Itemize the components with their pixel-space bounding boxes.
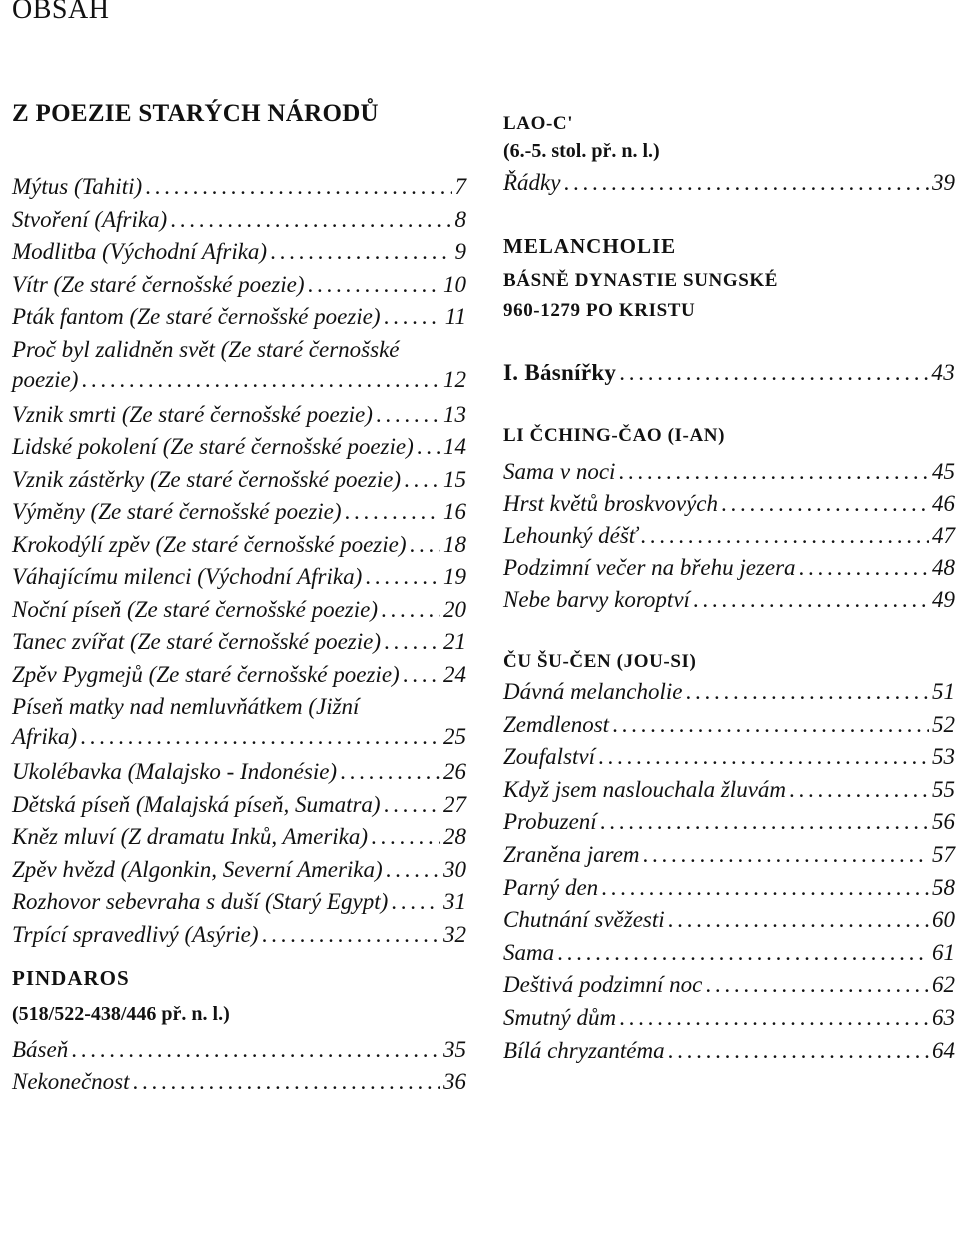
leader-dots (365, 562, 440, 592)
leader-dots (643, 840, 929, 870)
section-subheading: BÁSNĚ DYNASTIE SUNGSKÉ (503, 270, 779, 291)
leader-dots (600, 807, 929, 837)
toc-entry (12, 595, 466, 625)
toc-entry-title: Pták fantom (Ze staré černošské poezie) (12, 304, 381, 329)
section-subheading: 960-1279 PO KRISTU (503, 300, 696, 321)
leader-dots (705, 970, 929, 1000)
toc-entry (503, 840, 955, 870)
toc-entry (12, 855, 466, 885)
section-heading: ČU ŠU-ČEN (JOU-SI) (503, 651, 697, 672)
leader-dots (612, 710, 929, 740)
toc-entry-page: 7 (454, 174, 466, 199)
toc-entry-title: Nebe barvy koroptví (503, 587, 690, 612)
toc-entry-title: Zemdlenost (503, 711, 610, 737)
toc-entry (503, 807, 955, 837)
leader-dots (345, 497, 440, 527)
section-subheading: (518/522-438/446 př. n. l.) (12, 1003, 230, 1025)
toc-entry-page: 58 (932, 874, 955, 900)
toc-entry (12, 920, 466, 950)
leader-dots (721, 489, 929, 519)
toc-entry-title: Tanec zvířat (Ze staré černošské poezie) (12, 629, 381, 654)
toc-entry-page: 21 (443, 629, 466, 654)
toc-entry-page: 43 (931, 360, 955, 385)
section-heading: Z POEZIE STARÝCH NÁRODŮ (12, 100, 379, 127)
toc-entry-page: 39 (932, 170, 955, 195)
toc-entry-title: Ukolébavka (Malajsko - Indonésie) (12, 759, 338, 784)
toc-entry (12, 660, 466, 690)
leader-dots (417, 432, 440, 462)
toc-entry-page: 31 (443, 889, 466, 914)
toc-entry-page: 46 (932, 491, 955, 516)
toc-entry-title: Trpící spravedlivý (Asýrie) (12, 921, 259, 947)
toc-entry-title: Dětská píseň (Malajská píseň, Sumatra) (12, 791, 381, 817)
leader-dots (601, 873, 929, 903)
toc-entry (503, 873, 955, 903)
toc-entry-page: 11 (444, 304, 466, 329)
toc-entry (503, 970, 955, 1000)
toc-entry-title: Modlitba (Východní Afrika) (12, 239, 268, 264)
toc-entry-page: 64 (932, 1037, 955, 1063)
toc-entry (503, 489, 955, 519)
leader-dots (403, 660, 440, 690)
toc-entry (12, 757, 466, 787)
toc-entry-title: Mýtus (Tahiti) (12, 174, 143, 199)
toc-entry (503, 677, 955, 707)
leader-dots (371, 822, 440, 852)
toc-entry-title: Píseň matky nad nemluvňátkem (Jižní (12, 694, 360, 719)
toc-entry (503, 358, 955, 388)
toc-entry (503, 168, 955, 198)
toc-entry-title: Parný den (503, 874, 599, 900)
toc-entry-page: 13 (443, 401, 466, 427)
toc-entry (12, 400, 466, 430)
section-heading: MELANCHOLIE (503, 234, 677, 258)
toc-entry (12, 530, 466, 560)
toc-entry-page: 61 (932, 939, 955, 965)
toc-entry (503, 457, 955, 487)
toc-entry-page: 9 (454, 239, 466, 264)
toc-entry-title: Báseň (12, 1037, 69, 1062)
section-heading: LI ČCHING-ČAO (I-AN) (503, 425, 726, 446)
toc-entry-title: Chutnání svěžesti (503, 907, 665, 933)
toc-entry (12, 237, 466, 267)
toc-entry-page: 51 (932, 679, 955, 704)
toc-entry-title: Noční píseň (Ze staré černošské poezie) (12, 596, 379, 622)
toc-entry (12, 172, 466, 202)
toc-entry-page: 62 (932, 972, 955, 998)
leader-dots (81, 365, 440, 395)
toc-entry (12, 822, 466, 852)
leader-dots (80, 722, 440, 752)
toc-entry-page: 49 (932, 587, 955, 612)
leader-dots (145, 172, 451, 202)
toc-entry (503, 905, 955, 935)
toc-entry-title: Dávná melancholie (503, 679, 683, 704)
toc-entry-title: Podzimní večer na břehu jezera (503, 555, 796, 580)
leader-dots (270, 237, 451, 267)
toc-entry-title: Zpěv Pygmejů (Ze staré černošské poezie) (12, 661, 400, 687)
toc-entry-title: Lidské pokolení (Ze staré černošské poezie) (12, 434, 414, 459)
toc-entry (12, 790, 466, 820)
toc-entry-page: 14 (443, 434, 466, 459)
toc-entry (12, 302, 466, 332)
toc-entry-page: 30 (443, 856, 466, 882)
toc-entry-title: Bílá chryzantéma (503, 1037, 665, 1063)
toc-entry-page: 52 (932, 711, 955, 737)
toc-entry-title: Hrst květů broskvových (503, 491, 719, 516)
toc-entry-page: 45 (932, 459, 955, 484)
toc-entry (12, 627, 466, 657)
toc-entry-page: 25 (443, 724, 466, 749)
leader-dots (668, 1036, 929, 1066)
leader-dots (384, 302, 442, 332)
leader-dots (170, 205, 451, 235)
toc-entry (12, 432, 466, 462)
toc-entry-page: 56 (932, 809, 955, 835)
toc-entry-page: 47 (932, 523, 955, 548)
toc-entry-page: 15 (443, 466, 466, 492)
leader-dots (640, 521, 929, 551)
leader-dots (619, 358, 928, 388)
section-subheading: (6.-5. stol. př. n. l.) (503, 140, 660, 162)
toc-entry-page: 53 (932, 744, 955, 770)
leader-dots (386, 855, 440, 885)
toc-entry-title: Zraněna jarem (503, 842, 640, 867)
toc-entry-page: 27 (443, 791, 466, 817)
leader-dots (391, 887, 440, 917)
section-heading: PINDAROS (12, 966, 130, 990)
toc-entry-title: Proč byl zalidněn svět (Ze staré černošské (12, 336, 400, 362)
toc-entry (503, 710, 955, 740)
toc-entry (503, 1036, 955, 1066)
toc-entry-title: Když jsem naslouchala žluvám (503, 776, 787, 802)
page-title: OBSAH (12, 0, 110, 25)
toc-entry-page: 10 (443, 271, 466, 297)
toc-entry (503, 938, 955, 968)
toc-entry-title: Probuzení (503, 809, 597, 835)
toc-entry (12, 465, 466, 495)
toc-entry (12, 205, 466, 235)
toc-entry-page: 20 (443, 596, 466, 622)
toc-entry-title: Smutný dům (503, 1005, 617, 1030)
toc-entry-title: Vznik zástěrky (Ze staré černošské poezie) (12, 466, 401, 492)
toc-entry-page: 36 (443, 1069, 466, 1094)
toc-entry-page: 16 (443, 499, 466, 524)
toc-entry-title: Zoufalství (503, 744, 596, 770)
section-heading: LAO-C' (503, 113, 574, 134)
toc-entry-title: Stvoření (Afrika) (12, 206, 168, 232)
toc-entry-page: 63 (932, 1005, 955, 1030)
toc-entry-title: Nekonečnost (12, 1069, 130, 1094)
leader-dots (308, 270, 440, 300)
leader-dots (376, 400, 440, 430)
leader-dots (557, 938, 929, 968)
toc-entry (12, 1035, 466, 1065)
leader-dots (384, 790, 440, 820)
toc-entry-title: Sama v noci (503, 459, 616, 484)
leader-dots (619, 1003, 929, 1033)
toc-entry (503, 553, 955, 583)
toc-entry (12, 270, 466, 300)
toc-entry-page: 12 (443, 366, 466, 392)
toc-entry-page: 60 (932, 907, 955, 933)
leader-dots (262, 920, 440, 950)
toc-entry-title: poezie) (12, 366, 79, 392)
toc-entry-title: Váhajícímu milenci (Východní Afrika) (12, 564, 363, 589)
toc-entry-page: 48 (932, 555, 955, 580)
leader-dots (618, 457, 929, 487)
toc-entry-title: Afrika) (12, 724, 78, 749)
leader-dots (685, 677, 929, 707)
toc-entry (12, 562, 466, 592)
toc-entry-page: 35 (443, 1037, 466, 1062)
leader-dots (563, 168, 929, 198)
toc-entry-title: I. Básnířky (503, 360, 617, 385)
toc-entry-page: 26 (443, 759, 466, 784)
toc-entry-title: Deštivá podzimní noc (503, 972, 703, 998)
toc-entry-page: 8 (454, 206, 466, 232)
toc-entry-page: 24 (443, 661, 466, 687)
toc-entry (503, 521, 955, 551)
toc-entry-title: Vznik smrti (Ze staré černošské poezie) (12, 401, 373, 427)
toc-entry-page: 18 (443, 531, 466, 557)
toc-entry-title: Řádky (503, 170, 561, 195)
leader-dots (384, 627, 440, 657)
leader-dots (799, 553, 929, 583)
toc-entry (503, 742, 955, 772)
toc-entry-page: 19 (443, 564, 466, 589)
toc-entry-page: 32 (443, 921, 466, 947)
toc-entry-page: 28 (443, 824, 466, 849)
leader-dots (693, 585, 929, 615)
toc-entry-title: Krokodýlí zpěv (Ze staré černošské poezie) (12, 531, 407, 557)
leader-dots (133, 1067, 440, 1097)
leader-dots (71, 1035, 440, 1065)
leader-dots (381, 595, 440, 625)
leader-dots (340, 757, 440, 787)
toc-entry-title: Rozhovor sebevraha s duší (Starý Egypt) (12, 889, 389, 914)
leader-dots (598, 742, 929, 772)
leader-dots (789, 775, 929, 805)
toc-entry (12, 1067, 466, 1097)
toc-entry-title: Kněz mluví (Z dramatu Inků, Amerika) (12, 824, 369, 849)
leader-dots (668, 905, 929, 935)
leader-dots (404, 465, 440, 495)
toc-entry (12, 692, 466, 752)
toc-entry (12, 497, 466, 527)
toc-entry-title: Lehounký déšť (503, 523, 638, 548)
toc-entry (503, 775, 955, 805)
toc-entry (503, 585, 955, 615)
toc-entry (12, 887, 466, 917)
toc-entry-page: 57 (932, 842, 955, 867)
toc-entry (503, 1003, 955, 1033)
toc-entry-title: Sama (503, 939, 555, 965)
toc-entry (12, 335, 466, 395)
toc-entry-title: Výměny (Ze staré černošské poezie) (12, 499, 342, 524)
toc-entry-title: Zpěv hvězd (Algonkin, Severní Amerika) (12, 856, 383, 882)
toc-entry-title: Vítr (Ze staré černošské poezie) (12, 271, 305, 297)
leader-dots (410, 530, 440, 560)
toc-entry-page: 55 (932, 776, 955, 802)
